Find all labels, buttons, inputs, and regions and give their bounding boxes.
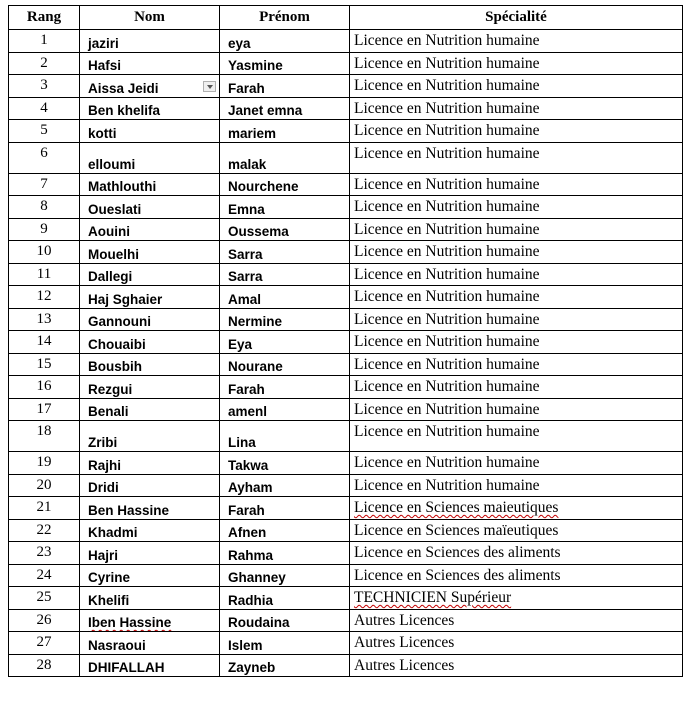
prenom-text: Farah bbox=[228, 381, 265, 397]
rank-cell[interactable] bbox=[9, 398, 80, 421]
header-nom: Nom bbox=[80, 6, 220, 30]
prenom-cell[interactable] bbox=[220, 452, 350, 475]
nom-edit-wrap bbox=[88, 81, 219, 96]
nom-cell[interactable] bbox=[80, 97, 220, 120]
rank-cell[interactable] bbox=[9, 75, 80, 98]
rank-text: 13 bbox=[36, 310, 52, 327]
nom-text: DHIFALLAH bbox=[88, 660, 165, 675]
specialite-cell[interactable] bbox=[350, 353, 683, 376]
specialite-cell[interactable] bbox=[350, 421, 683, 452]
prenom-text: Eya bbox=[228, 336, 253, 352]
prenom-text: Janet emna bbox=[228, 103, 303, 118]
prenom-cell[interactable] bbox=[220, 196, 350, 219]
prenom-text: Rahma bbox=[228, 547, 274, 563]
specialite-text: Licence en Nutrition humaine bbox=[354, 175, 540, 193]
rank-text: 9 bbox=[40, 220, 48, 237]
nom-cell[interactable] bbox=[80, 52, 220, 75]
specialite-cell[interactable] bbox=[350, 97, 683, 120]
rank-text: 28 bbox=[36, 656, 52, 673]
rank-cell[interactable] bbox=[9, 376, 80, 399]
rank-text: 25 bbox=[36, 589, 52, 605]
nom-text: jaziri bbox=[88, 35, 119, 51]
table-row bbox=[9, 218, 683, 241]
table-row bbox=[9, 421, 683, 452]
specialite-text: Licence en Nutrition humaine bbox=[354, 423, 540, 440]
prenom-cell[interactable] bbox=[220, 353, 350, 376]
specialite-cell[interactable] bbox=[350, 52, 683, 75]
prenom-cell[interactable] bbox=[220, 398, 350, 421]
nom-cell[interactable] bbox=[80, 376, 220, 399]
nom-cell[interactable] bbox=[80, 308, 220, 331]
rank-cell[interactable] bbox=[9, 308, 80, 331]
prenom-cell[interactable] bbox=[220, 632, 350, 655]
rank-cell[interactable] bbox=[9, 218, 80, 241]
nom-text: Khelifi bbox=[88, 592, 130, 608]
prenom-cell[interactable] bbox=[220, 609, 350, 632]
prenom-text: Farah bbox=[228, 80, 265, 96]
rank-text: 1 bbox=[40, 32, 48, 48]
rank-text: 16 bbox=[36, 378, 52, 394]
prenom-cell[interactable] bbox=[220, 241, 350, 264]
rank-text: 12 bbox=[36, 288, 52, 304]
nom-text: Rajhi bbox=[88, 457, 122, 473]
specialite-cell[interactable] bbox=[350, 519, 683, 542]
table-row bbox=[9, 587, 683, 610]
specialite-text: Licence en Nutrition humaine bbox=[354, 122, 540, 139]
nom-cell[interactable] bbox=[80, 452, 220, 475]
rank-cell[interactable] bbox=[9, 241, 80, 264]
rank-cell[interactable] bbox=[9, 353, 80, 376]
prenom-text: Nermine bbox=[228, 314, 283, 329]
table-row bbox=[9, 173, 683, 196]
nom-text: Zribi bbox=[88, 435, 118, 450]
prenom-text: Emna bbox=[228, 201, 265, 217]
nom-cell[interactable] bbox=[80, 353, 220, 376]
rank-text: 7 bbox=[40, 175, 48, 192]
table-row bbox=[9, 564, 683, 587]
prenom-text: Takwa bbox=[228, 457, 269, 473]
nom-text: Oueslati bbox=[88, 201, 142, 217]
specialite-text: Licence en Nutrition humaine bbox=[354, 198, 540, 215]
specialite-text: Autres Licences bbox=[354, 634, 455, 651]
specialite-cell[interactable] bbox=[350, 263, 683, 286]
nom-text: Ben Hassine bbox=[88, 502, 170, 518]
prenom-text: Amal bbox=[228, 291, 262, 307]
specialite-cell[interactable] bbox=[350, 196, 683, 219]
ranking-table bbox=[8, 5, 683, 677]
prenom-cell[interactable] bbox=[220, 421, 350, 452]
rank-cell[interactable] bbox=[9, 142, 80, 173]
table-row bbox=[9, 398, 683, 421]
nom-text: Ben khelifa bbox=[88, 103, 161, 118]
specialite-cell[interactable] bbox=[350, 654, 683, 677]
specialite-text: Licence en Nutrition humaine bbox=[354, 288, 540, 305]
nom-cell[interactable] bbox=[80, 263, 220, 286]
specialite-cell[interactable] bbox=[350, 75, 683, 98]
prenom-cell[interactable] bbox=[220, 654, 350, 677]
rank-cell[interactable] bbox=[9, 97, 80, 120]
nom-cell[interactable] bbox=[80, 75, 220, 98]
nom-cell[interactable] bbox=[80, 497, 220, 520]
specialite-cell[interactable] bbox=[350, 398, 683, 421]
table-row bbox=[9, 263, 683, 286]
table-row bbox=[9, 30, 683, 53]
rank-cell[interactable] bbox=[9, 173, 80, 196]
nom-text: Bousbih bbox=[88, 359, 142, 374]
autofill-dropdown-icon[interactable] bbox=[203, 81, 216, 92]
rank-cell[interactable] bbox=[9, 474, 80, 497]
prenom-text: Afnen bbox=[228, 525, 267, 540]
header-row bbox=[9, 6, 683, 30]
table-row bbox=[9, 632, 683, 655]
specialite-text: Licence en Nutrition humaine bbox=[354, 99, 540, 117]
nom-cell[interactable] bbox=[80, 142, 220, 173]
specialite-text: Licence en Nutrition humaine bbox=[354, 265, 540, 283]
nom-text: Cyrine bbox=[88, 570, 131, 585]
rank-text: 20 bbox=[36, 476, 52, 493]
nom-text: Khadmi bbox=[88, 525, 138, 540]
specialite-text: Licence en Nutrition humaine bbox=[354, 144, 540, 162]
specialite-text: Licence en Sciences maieutiques bbox=[354, 499, 559, 516]
nom-cell[interactable] bbox=[80, 564, 220, 587]
specialite-text: Licence en Nutrition humaine bbox=[354, 378, 540, 395]
specialite-cell[interactable] bbox=[350, 331, 683, 354]
rank-text: 19 bbox=[36, 454, 52, 470]
specialite-text: Licence en Nutrition humaine bbox=[354, 54, 540, 72]
prenom-text: Zayneb bbox=[228, 660, 276, 675]
rank-text: 5 bbox=[40, 122, 48, 138]
rank-cell[interactable] bbox=[9, 30, 80, 53]
table-row bbox=[9, 474, 683, 497]
nom-text: Benali bbox=[88, 404, 129, 419]
nom-text: Nasraoui bbox=[88, 637, 146, 653]
table-row bbox=[9, 286, 683, 309]
nom-text: Mouelhi bbox=[88, 246, 139, 262]
table-row bbox=[9, 196, 683, 219]
rank-text: 10 bbox=[36, 243, 52, 259]
specialite-text: Licence en Nutrition humaine bbox=[354, 77, 540, 94]
specialite-text: Licence en Nutrition humaine bbox=[354, 400, 540, 418]
nom-cell[interactable] bbox=[80, 173, 220, 196]
nom-text: Haj Sghaier bbox=[88, 291, 163, 307]
table-row bbox=[9, 120, 683, 143]
nom-cell[interactable] bbox=[80, 30, 220, 53]
specialite-text: Autres Licences bbox=[354, 611, 455, 629]
prenom-cell[interactable] bbox=[220, 564, 350, 587]
prenom-cell[interactable] bbox=[220, 519, 350, 542]
rank-text: 8 bbox=[40, 198, 48, 214]
nom-cell[interactable] bbox=[80, 519, 220, 542]
specialite-text: Licence en Nutrition humaine bbox=[354, 220, 540, 238]
nom-cell[interactable] bbox=[80, 286, 220, 309]
prenom-text: Nourane bbox=[228, 359, 283, 374]
nom-cell[interactable] bbox=[80, 632, 220, 655]
prenom-text: Lina bbox=[228, 435, 256, 450]
table-row bbox=[9, 376, 683, 399]
specialite-text: TECHNICIEN Supérieur bbox=[354, 589, 512, 606]
specialite-cell[interactable] bbox=[350, 609, 683, 632]
nom-text: Dallegi bbox=[88, 269, 133, 284]
specialite-text: Licence en Sciences maïeutiques bbox=[354, 521, 559, 539]
prenom-text: malak bbox=[228, 156, 267, 172]
nom-cell[interactable] bbox=[80, 421, 220, 452]
nom-cell[interactable] bbox=[80, 474, 220, 497]
nom-cell[interactable] bbox=[80, 196, 220, 219]
nom-cell[interactable] bbox=[80, 120, 220, 143]
header-rang: Rang bbox=[9, 6, 80, 30]
specialite-cell[interactable] bbox=[350, 308, 683, 331]
prenom-text: eya bbox=[228, 35, 251, 51]
specialite-text: Licence en Sciences des aliments bbox=[354, 544, 561, 561]
rank-cell[interactable] bbox=[9, 564, 80, 587]
specialite-cell[interactable] bbox=[350, 564, 683, 587]
table-row bbox=[9, 308, 683, 331]
rank-text: 6 bbox=[40, 144, 48, 161]
table-row bbox=[9, 331, 683, 354]
rank-text: 14 bbox=[36, 333, 52, 349]
table-row bbox=[9, 52, 683, 75]
header-prenom: Prénom bbox=[220, 6, 350, 30]
nom-cell[interactable] bbox=[80, 241, 220, 264]
prenom-cell[interactable] bbox=[220, 497, 350, 520]
table-row bbox=[9, 241, 683, 264]
nom-text: Aissa Jeidi bbox=[88, 80, 159, 96]
prenom-text: Ghanney bbox=[228, 570, 286, 585]
nom-text: kotti bbox=[88, 125, 117, 141]
nom-text: Iben Hassine bbox=[88, 615, 172, 630]
nom-text: Rezgui bbox=[88, 381, 133, 397]
table-row bbox=[9, 75, 683, 98]
rank-cell[interactable] bbox=[9, 421, 80, 452]
specialite-cell[interactable] bbox=[350, 142, 683, 173]
specialite-text: Licence en Nutrition humaine bbox=[354, 243, 540, 260]
rank-cell[interactable] bbox=[9, 286, 80, 309]
specialite-cell[interactable] bbox=[350, 474, 683, 497]
prenom-text: Sarra bbox=[228, 246, 263, 262]
rank-cell[interactable] bbox=[9, 52, 80, 75]
table-row bbox=[9, 142, 683, 173]
specialite-cell[interactable] bbox=[350, 497, 683, 520]
specialite-text: Licence en Nutrition humaine bbox=[354, 454, 540, 471]
table-row bbox=[9, 542, 683, 565]
rank-text: 4 bbox=[40, 99, 48, 116]
rank-text: 22 bbox=[36, 521, 52, 538]
rank-text: 26 bbox=[36, 611, 52, 628]
prenom-text: Radhia bbox=[228, 592, 274, 608]
prenom-cell[interactable] bbox=[220, 120, 350, 143]
prenom-text: Ayham bbox=[228, 480, 273, 495]
rank-cell[interactable] bbox=[9, 497, 80, 520]
nom-cell[interactable] bbox=[80, 587, 220, 610]
prenom-cell[interactable] bbox=[220, 97, 350, 120]
specialite-text: Autres Licences bbox=[354, 656, 455, 674]
nom-text: Aouini bbox=[88, 224, 130, 239]
specialite-cell[interactable] bbox=[350, 173, 683, 196]
rank-cell[interactable] bbox=[9, 120, 80, 143]
prenom-cell[interactable] bbox=[220, 286, 350, 309]
specialite-text: Licence en Nutrition humaine bbox=[354, 310, 540, 328]
nom-text: Gannouni bbox=[88, 314, 151, 329]
specialite-cell[interactable] bbox=[350, 632, 683, 655]
nom-text: elloumi bbox=[88, 156, 136, 172]
prenom-text: Islem bbox=[228, 637, 263, 653]
prenom-cell[interactable] bbox=[220, 376, 350, 399]
nom-text: Dridi bbox=[88, 480, 119, 495]
rank-text: 11 bbox=[36, 265, 52, 282]
specialite-cell[interactable] bbox=[350, 30, 683, 53]
specialite-cell[interactable] bbox=[350, 218, 683, 241]
rank-cell[interactable] bbox=[9, 452, 80, 475]
header-specialite: Spécialité bbox=[350, 6, 683, 30]
rank-text: 18 bbox=[36, 423, 52, 439]
specialite-cell[interactable] bbox=[350, 120, 683, 143]
nom-cell[interactable] bbox=[80, 609, 220, 632]
nom-cell[interactable] bbox=[80, 542, 220, 565]
rank-cell[interactable] bbox=[9, 654, 80, 677]
prenom-cell[interactable] bbox=[220, 587, 350, 610]
table-row bbox=[9, 97, 683, 120]
prenom-cell[interactable] bbox=[220, 75, 350, 98]
nom-text: Hajri bbox=[88, 547, 119, 563]
nom-cell[interactable] bbox=[80, 654, 220, 677]
prenom-text: amenl bbox=[228, 404, 268, 419]
nom-cell[interactable] bbox=[80, 218, 220, 241]
rank-text: 2 bbox=[40, 54, 48, 71]
prenom-cell[interactable] bbox=[220, 52, 350, 75]
table-body bbox=[9, 30, 683, 677]
nom-cell[interactable] bbox=[80, 331, 220, 354]
rank-cell[interactable] bbox=[9, 331, 80, 354]
prenom-cell[interactable] bbox=[220, 474, 350, 497]
table-row bbox=[9, 353, 683, 376]
prenom-cell[interactable] bbox=[220, 30, 350, 53]
specialite-text: Licence en Nutrition humaine bbox=[354, 333, 540, 350]
rank-text: 17 bbox=[36, 400, 52, 417]
specialite-text: Licence en Nutrition humaine bbox=[354, 476, 540, 494]
prenom-cell[interactable] bbox=[220, 142, 350, 173]
rank-cell[interactable] bbox=[9, 542, 80, 565]
rank-cell[interactable] bbox=[9, 196, 80, 219]
table-row bbox=[9, 452, 683, 475]
rank-cell[interactable] bbox=[9, 519, 80, 542]
rank-cell[interactable] bbox=[9, 587, 80, 610]
specialite-text: Licence en Sciences des aliments bbox=[354, 566, 561, 584]
rank-text: 3 bbox=[40, 77, 48, 93]
prenom-cell[interactable] bbox=[220, 173, 350, 196]
specialite-cell[interactable] bbox=[350, 587, 683, 610]
specialite-cell[interactable] bbox=[350, 376, 683, 399]
table-row bbox=[9, 497, 683, 520]
specialite-cell[interactable] bbox=[350, 542, 683, 565]
nom-cell[interactable] bbox=[80, 398, 220, 421]
nom-text: Hafsi bbox=[88, 58, 122, 73]
specialite-cell[interactable] bbox=[350, 286, 683, 309]
table-row bbox=[9, 519, 683, 542]
prenom-text: Nourchene bbox=[228, 179, 299, 194]
nom-text: Chouaibi bbox=[88, 336, 146, 352]
rank-text: 27 bbox=[36, 634, 52, 650]
prenom-cell[interactable] bbox=[220, 263, 350, 286]
prenom-cell[interactable] bbox=[220, 542, 350, 565]
prenom-cell[interactable] bbox=[220, 331, 350, 354]
prenom-cell[interactable] bbox=[220, 218, 350, 241]
table-row bbox=[9, 609, 683, 632]
prenom-text: Farah bbox=[228, 502, 265, 518]
specialite-cell[interactable] bbox=[350, 241, 683, 264]
prenom-text: Oussema bbox=[228, 224, 289, 239]
rank-text: 23 bbox=[36, 544, 52, 560]
specialite-text: Licence en Nutrition humaine bbox=[354, 32, 540, 49]
table-row bbox=[9, 654, 683, 677]
prenom-text: mariem bbox=[228, 125, 277, 141]
prenom-text: Roudaina bbox=[228, 615, 290, 630]
nom-text: Mathlouthi bbox=[88, 179, 157, 194]
specialite-cell[interactable] bbox=[350, 452, 683, 475]
prenom-text: Sarra bbox=[228, 269, 263, 284]
rank-text: 21 bbox=[36, 499, 52, 515]
rank-text: 15 bbox=[36, 355, 52, 372]
prenom-cell[interactable] bbox=[220, 308, 350, 331]
prenom-text: Yasmine bbox=[228, 58, 283, 73]
rank-text: 24 bbox=[36, 566, 52, 583]
rank-cell[interactable] bbox=[9, 632, 80, 655]
specialite-text: Licence en Nutrition humaine bbox=[354, 355, 540, 373]
rank-cell[interactable] bbox=[9, 263, 80, 286]
rank-cell[interactable] bbox=[9, 609, 80, 632]
